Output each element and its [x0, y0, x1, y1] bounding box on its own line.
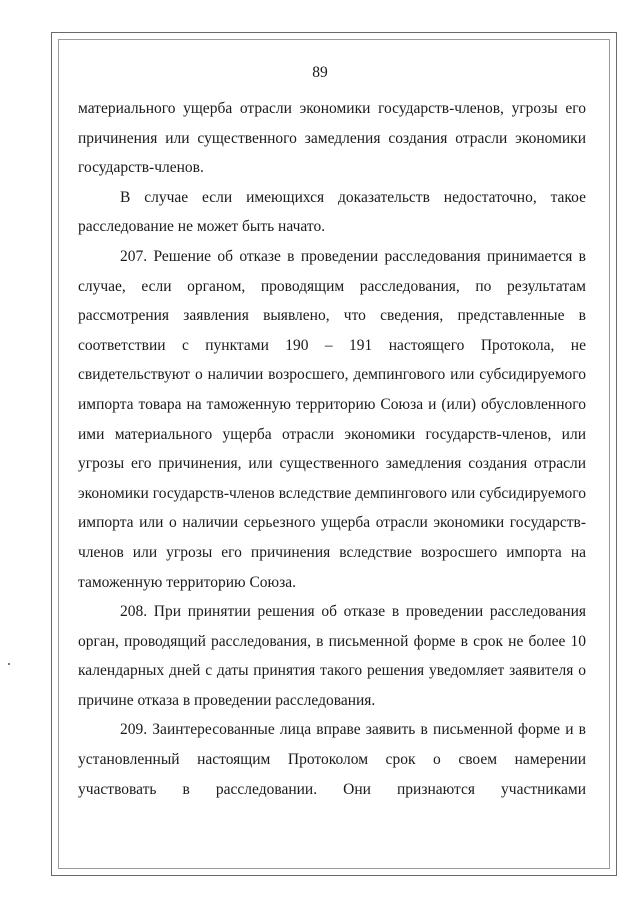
paragraph-207: 207. Решение об отказе в проведении расследования принимается в случае, если органом, проводящим расследования, по результатам рассмотрения заявления выявлено, что сведения, представленные в соответствии с пунктами 190 – 191 настоящего Протокола, не свидетельствуют о наличии возросшего, демпингового или субсидируемого импорта товара на таможенную территорию Союза и (или) обусловленного ими материального ущерба отрасли экономики государств-членов, или угрозы его причинения, или существенного замедления создания отрасли экономики государств-членов вследствие демпингового или субсидируемого импорта или о наличии серьезного ущерба отрасли экономики государств-членов или угрозы его причинения вследствие возросшего импорта на таможенную территорию Союза. — [78, 247, 586, 591]
document-body — [78, 94, 586, 804]
scan-artifact — [8, 663, 10, 665]
paragraph-continuation: материального ущерба отрасли экономики государств-членов, угрозы его причинения или существенного замедления создания отрасли экономики государств-членов. — [78, 100, 586, 177]
paragraph-209: 209. Заинтересованные лица вправе заявить в письменной форме и в установленный настоящим Протоколом срок о своем намерении участвовать в расследовании. Они признаются участниками — [78, 721, 586, 798]
paragraph-evidence: В случае если имеющихся доказательств недостаточно, такое расследование не может быть начато. — [78, 188, 586, 236]
paragraph-208: 208. При принятии решения об отказе в проведении расследования орган, проводящий расследования, в письменной форме в срок не более 10 календарных дней с даты принятия такого решения уведомляет заявителя о причине отказа в проведении расследования. — [78, 603, 586, 709]
page-number: 89 — [312, 64, 328, 81]
